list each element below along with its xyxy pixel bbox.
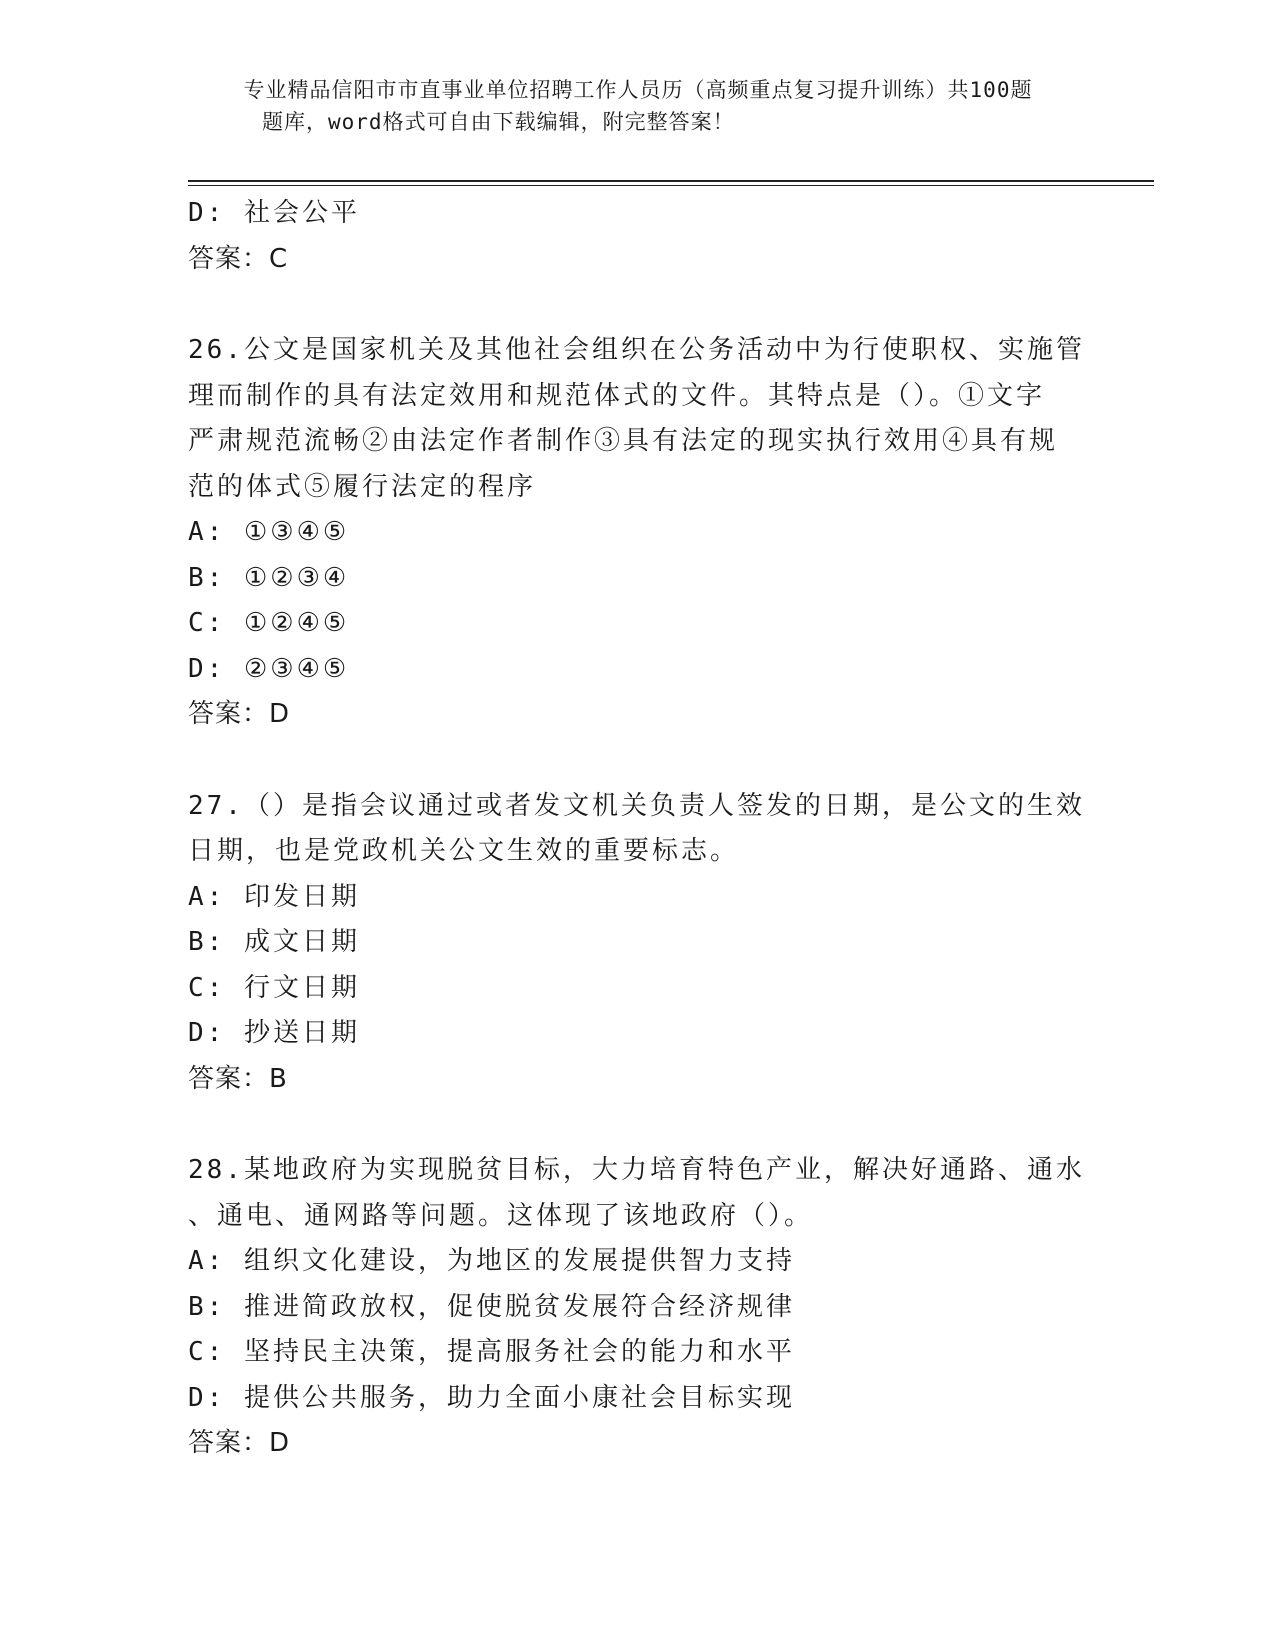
question-block-27	[188, 784, 1088, 1103]
option-d: D: 提供公共服务，助力全面小康社会目标实现	[188, 1382, 795, 1413]
option-b: B: 成文日期	[188, 927, 360, 957]
option-d: D: 社会公平	[188, 198, 360, 228]
option-b: B: 推进简政放权，促使脱贫发展符合经济规律	[188, 1291, 795, 1322]
answer-line: 答案：B	[188, 1063, 288, 1094]
option-b: B: ①②③④	[188, 562, 350, 593]
spacer	[188, 1102, 1088, 1148]
header-title-line2: 题库，word格式可自由下载编辑，附完整答案！	[262, 110, 735, 134]
answer-line: 答案：C	[188, 243, 289, 274]
question-block-28	[188, 1148, 1088, 1467]
question-stem-line: 范的体式⑤履行法定的程序	[188, 471, 537, 502]
answer-line: 答案：D	[188, 1428, 291, 1458]
question-stem-line: 理而制作的具有法定效用和规范体式的文件。其特点是（）。①文字	[188, 380, 1046, 411]
question-block-26	[188, 328, 1088, 738]
question-stem-line: 严肃规范流畅②由法定作者制作③具有法定的现实执行效用④具有规	[188, 426, 1059, 456]
spacer	[188, 738, 1088, 784]
spacer	[188, 282, 1088, 328]
question-stem-line: 26.公文是国家机关及其他社会组织在公务活动中为行使职权、实施管	[188, 335, 1085, 365]
answer-line: 答案：D	[188, 699, 291, 729]
option-c: C: 行文日期	[188, 972, 360, 1003]
page-header	[188, 74, 1088, 138]
option-d: D: ②③④⑤	[188, 653, 350, 684]
document-body	[188, 191, 1088, 1467]
header-divider-thick	[188, 180, 1154, 182]
option-d: D: 抄送日期	[188, 1018, 360, 1048]
option-a: A: 组织文化建设，为地区的发展提供智力支持	[188, 1246, 795, 1276]
option-a: A: 印发日期	[188, 881, 360, 912]
question-stem-line: 28.某地政府为实现脱贫目标，大力培育特色产业，解决好通路、通水	[188, 1155, 1085, 1185]
question-stem-line: 日期，也是党政机关公文生效的重要标志。	[188, 836, 740, 866]
header-title-line1: 专业精品信阳市市直事业单位招聘工作人员历（高频重点复习提升训练）共100题	[243, 78, 1033, 102]
option-a: A: ①③④⑤	[188, 517, 350, 547]
question-block-25-tail	[188, 191, 1088, 282]
question-stem-line: 27.（）是指会议通过或者发文机关负责人签发的日期，是公文的生效	[188, 790, 1085, 821]
header-divider-thin	[188, 185, 1154, 186]
option-c: C: 坚持民主决策，提高服务社会的能力和水平	[188, 1337, 795, 1367]
option-c: C: ①②④⑤	[188, 608, 350, 638]
question-stem-line: 、通电、通网路等问题。这体现了该地政府（）。	[188, 1200, 814, 1231]
